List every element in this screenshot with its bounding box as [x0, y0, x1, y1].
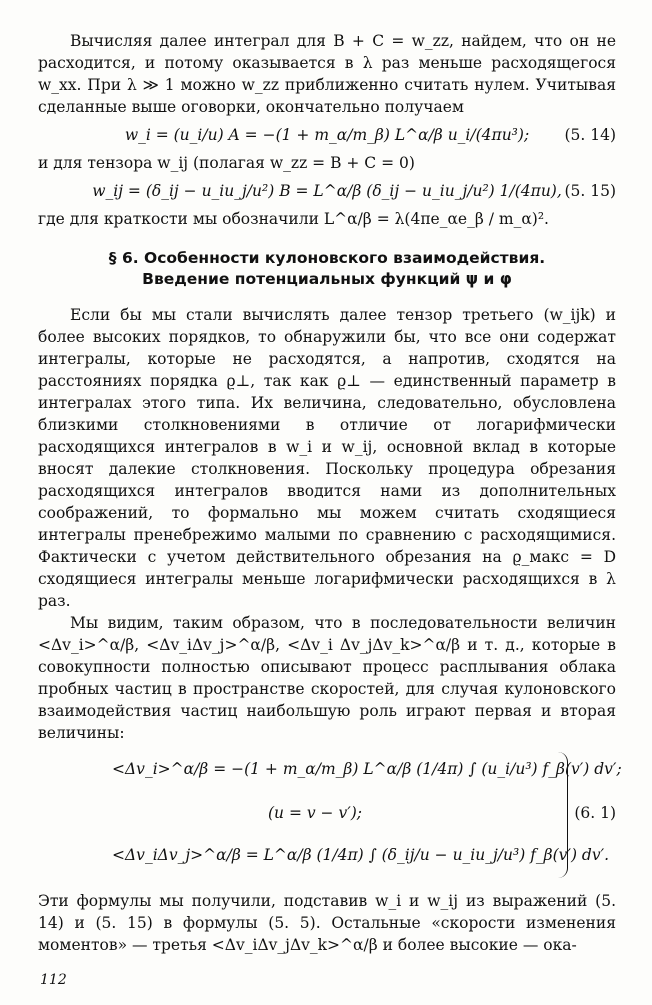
page-number: 112	[40, 972, 67, 988]
formula-5-15	[38, 174, 616, 208]
paragraph-sequence: Мы видим, таким образом, что в последовательности величин <Δv_i>^α/β, <Δv_iΔv_j>^α/β, <Δv_i Δv_jΔv_k>^α/β и т. д., которые в совокупности полностью описывают процесс расплывания облака пробных частиц в пространстве скоростей, для случая кулоновского взаимодействия частиц наибольшую роль играют первая и вторая величины:	[38, 614, 616, 742]
system-line-2: (u = v − v′);	[268, 804, 363, 822]
equation-number-5-14: (5. 14)	[564, 126, 616, 144]
formula-5-14-expression: w_i = (u_i/u) A = −(1 + m_α/m_β) L^α/β u_i/(4πu³);	[124, 126, 530, 144]
formula-system-6-1	[38, 752, 622, 880]
section-heading-line-1: § 6. Особенности кулоновского взаимодействия.	[108, 249, 546, 267]
paragraph-intro: Вычисляя далее интеграл для B + C = w_zz, найдем, что он не расходится, и потому оказывается в λ раз меньше расходящегося w_xx. При λ ≫ 1 можно w_zz приближенно считать нулем. Учитывая сделанные выше оговорки, окончательно получаем	[38, 32, 616, 116]
section-heading-line-2: Введение потенциальных функций ψ и φ	[142, 270, 512, 288]
formula-5-14	[38, 118, 616, 152]
paragraph-higher-order: Если бы мы стали вычислять далее тензор третьего (w_ijk) и более высоких порядков, то обнаружили бы, что все они содержат интегралы, которые не расходятся, а напротив, сходятся на расстояниях порядка ϱ⊥, так как ϱ⊥ — единственный параметр в интегралах этого типа. Их величина, следовательно, обусловлена близкими столкновениями в отличие от логарифмически расходящихся интегралов в w_i и w_ij, основной вклад в которые вносят далекие столкновения. Поскольку процедура обрезания расходящихся интегралов вводится нами из дополнительных соображений, то формально мы можем считать сходящиеся интегралы пренебрежимо малыми по сравнению с расходящимися. Фактически с учетом действительного обрезания на ϱ_макс = D сходящиеся интегралы меньше логарифмически расходящихся в λ раз.	[38, 306, 616, 610]
page-content	[38, 30, 622, 956]
equation-number-5-15: (5. 15)	[564, 182, 616, 200]
equation-number-6-1: (6. 1)	[574, 804, 616, 822]
formula-5-15-expression: w_ij = (δ_ij − u_iu_j/u²) B = L^α/β (δ_ij − u_iu_j/u²) 1/(4πu),	[92, 182, 562, 200]
paragraph-conclusion: Эти формулы мы получили, подставив w_i и w_ij из выражений (5. 14) и (5. 15) в формулы (5. 5). Остальные «скорости изменения моментов» — третья <Δv_iΔv_jΔv_k>^α/β и более высокие — ока-	[38, 892, 616, 954]
right-brace	[555, 752, 568, 878]
section-heading	[38, 248, 616, 290]
system-line-3: <Δv_iΔv_j>^α/β = L^α/β (1/4π) ∫ (δ_ij/u − u_iu_j/u³) f_β(v′) dv′.	[112, 846, 610, 864]
paragraph-tensor: и для тензора w_ij (полагая w_zz = B + C = 0)	[38, 154, 415, 172]
paragraph-definition: где для краткости мы обозначили L^α/β = λ(4πe_αe_β / m_α)².	[38, 210, 549, 228]
system-line-1: <Δv_i>^α/β = −(1 + m_α/m_β) L^α/β (1/4π) ∫ (u_i/u³) f_β(v′) dv′;	[112, 760, 622, 778]
